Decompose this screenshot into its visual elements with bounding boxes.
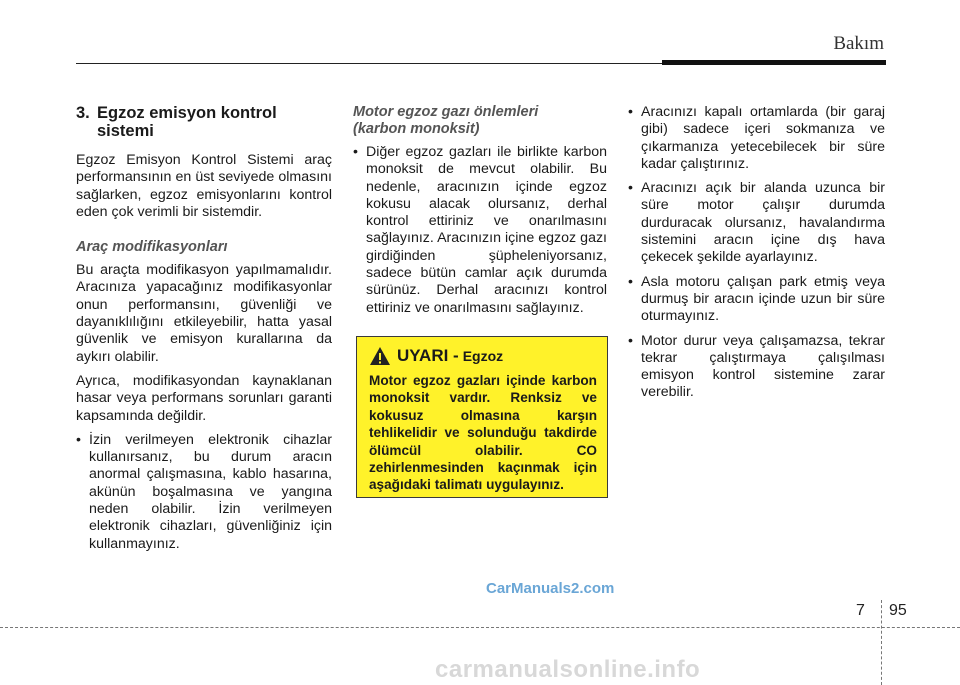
watermark-link[interactable]: CarManuals2.com [486, 580, 615, 597]
header-rule-accent [662, 60, 886, 65]
warning-title [369, 346, 597, 366]
column-right [628, 104, 885, 409]
section-title-line2: sistemi [97, 122, 154, 140]
list-item: • Aracınızı açık bir alanda uzunca bir süre motor çalışır durumda durduracak olursanız, havalandırma sistemini aracın içine dış hava çekecek şekilde ayarlayınız. [628, 180, 885, 266]
page-number-divider [881, 600, 882, 685]
bullet-list [628, 104, 885, 402]
section-title-line1: Egzoz emisyon kontrol [97, 104, 277, 122]
list-item: • İzin verilmeyen elektronik cihazlar kullanırsanız, bu durum aracın anormal çalışmasına, kablo hasarına, akünün boşalmasına ve yangına neden olabilir. İzin verilmeyen elektronik cihazları, güvenliğiniz için kullanmayınız. [76, 432, 332, 553]
watermark-bottom: carmanualsonline.info [435, 656, 701, 683]
warning-label: UYARI - [397, 346, 459, 365]
column-left [76, 104, 332, 560]
warning-text: Motor egzoz gazları içinde karbon monoksit vardır. Renksiz ve kokusuz olmasına karşın tehlikelidir ve solunduğu takdirde ölümcül olabilir. CO zehirlenmesinden kaçınmak için aşağıdaki talimatı uygulayınız. [369, 373, 597, 493]
bullet-list [353, 144, 607, 317]
bullet-list [76, 432, 332, 553]
page-header-title: Bakım [833, 33, 884, 54]
warning-triangle-icon [369, 346, 391, 366]
page-number: 95 [889, 602, 907, 619]
subheading-modifications: Araç modifikasyonları [76, 239, 228, 256]
chapter-number: 7 [856, 602, 865, 619]
footer-dashed-line [0, 627, 960, 628]
list-item: • Diğer egzoz gazları ile birlikte karbon monoksit de mevcut olabilir. Bu nedenle, aracınızın içinde egzoz kokusu alacak olursanız, derhal kontrol ettiriniz ve onarılmasını sağlayınız. Aracınızın içine egzoz gazı girdiğinden şüpheleniyorsanız, sadece bütün camlar açık durumda sürünüz. Derhal aracınızı kontrol ettiriniz ve onarılmasını sağlayınız. [353, 144, 607, 317]
modifications-paragraph: Bu araçta modifikasyon yapılmamalıdır. Aracınıza yapacağınız modifikasyonlar onun performansını, güvenliği ve dayanıklılığını etkileyebilir, hatta yasal güvenlik ve emisyon kurallarına da aykırı olabilir. [76, 262, 332, 365]
subheading-exhaust-precautions [353, 104, 607, 138]
section-number: 3. [76, 104, 90, 122]
intro-paragraph: Egzoz Emisyon Kontrol Sistemi araç performansının en üst seviyede olmasını sağlarken, egzoz emisyonlarını kontrol eden çok verimli bir sistemdir. [76, 152, 332, 220]
section-heading [76, 104, 332, 140]
warning-topic: Egzoz [462, 348, 504, 364]
list-item: • Aracınızı kapalı ortamlarda (bir garaj gibi) sadece içeri sokmanıza ve çıkarmanıza yetecebilecek bir süre kadar çalıştırınız. [628, 104, 885, 173]
warranty-paragraph: Ayrıca, modifikasyondan kaynaklanan hasar veya performans sorunları garanti kapsamında değildir. [76, 372, 332, 424]
subheading-line2: (karbon monoksit) [353, 121, 480, 137]
list-item: • Asla motoru çalışan park etmiş veya durmuş bir aracın içinde uzun bir süre oturmayınız. [628, 274, 885, 326]
warning-box [356, 336, 608, 498]
list-item: • Motor durur veya çalışamazsa, tekrar tekrar çalıştırmaya çalışılması emisyon kontrol sistemine zarar verebilir. [628, 333, 885, 402]
column-middle [353, 104, 607, 324]
subheading-line1: Motor egzoz gazı önlemleri [353, 104, 539, 120]
